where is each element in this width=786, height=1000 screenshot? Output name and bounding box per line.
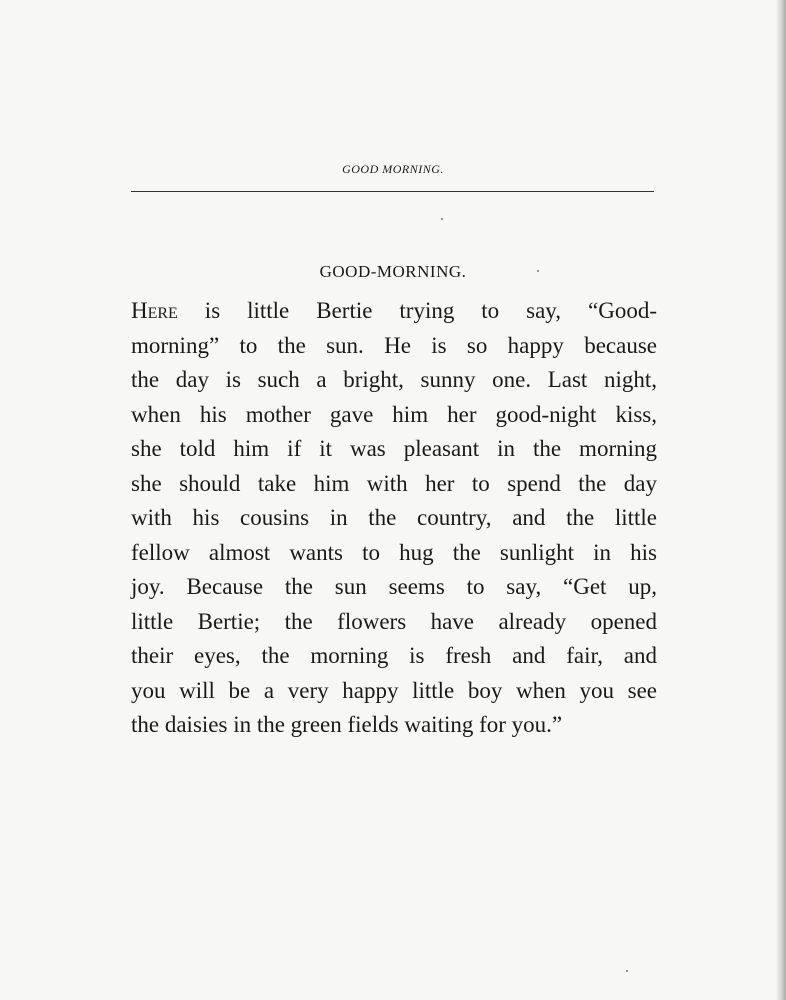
- paragraph-line: when his mother gave him her good-night kiss,: [131, 401, 657, 427]
- paragraph-line: joy. Because the sun seems to say, “Get up,: [131, 574, 657, 599]
- paragraph-line: fellow almost wants to hug the sunlight in his: [131, 539, 657, 565]
- story-paragraph: [131, 294, 657, 743]
- page-edge: [776, 0, 786, 1000]
- paragraph-line: with his cousins in the country, and the little: [131, 505, 657, 530]
- paragraph-line: the day is such a bright, sunny one. Last night,: [131, 367, 657, 392]
- chapter-title: GOOD-MORNING.: [319, 262, 467, 281]
- paper-speck: [626, 970, 628, 972]
- opening-word: Here: [131, 298, 178, 323]
- paper-speck: [441, 218, 443, 220]
- paragraph-line: the daisies in the green fields waiting for you.”: [131, 712, 563, 737]
- paragraph-line: morning” to the sun. He is so happy because: [131, 332, 657, 358]
- paragraph-line: she should take him with her to spend the day: [131, 470, 657, 496]
- running-head: GOOD MORNING.: [342, 162, 444, 176]
- line-text: is little Bertie trying to say, “Good-: [177, 298, 657, 323]
- header-rule: [131, 191, 654, 192]
- paragraph-line: their eyes, the morning is fresh and fair, and: [131, 643, 657, 668]
- paragraph-line: [131, 294, 657, 329]
- paragraph-line: you will be a very happy little boy when you see: [131, 677, 657, 703]
- paragraph-line: she told him if it was pleasant in the morning: [131, 436, 657, 461]
- paper-speck: [537, 270, 539, 272]
- paragraph-line: little Bertie; the flowers have already opened: [131, 608, 657, 634]
